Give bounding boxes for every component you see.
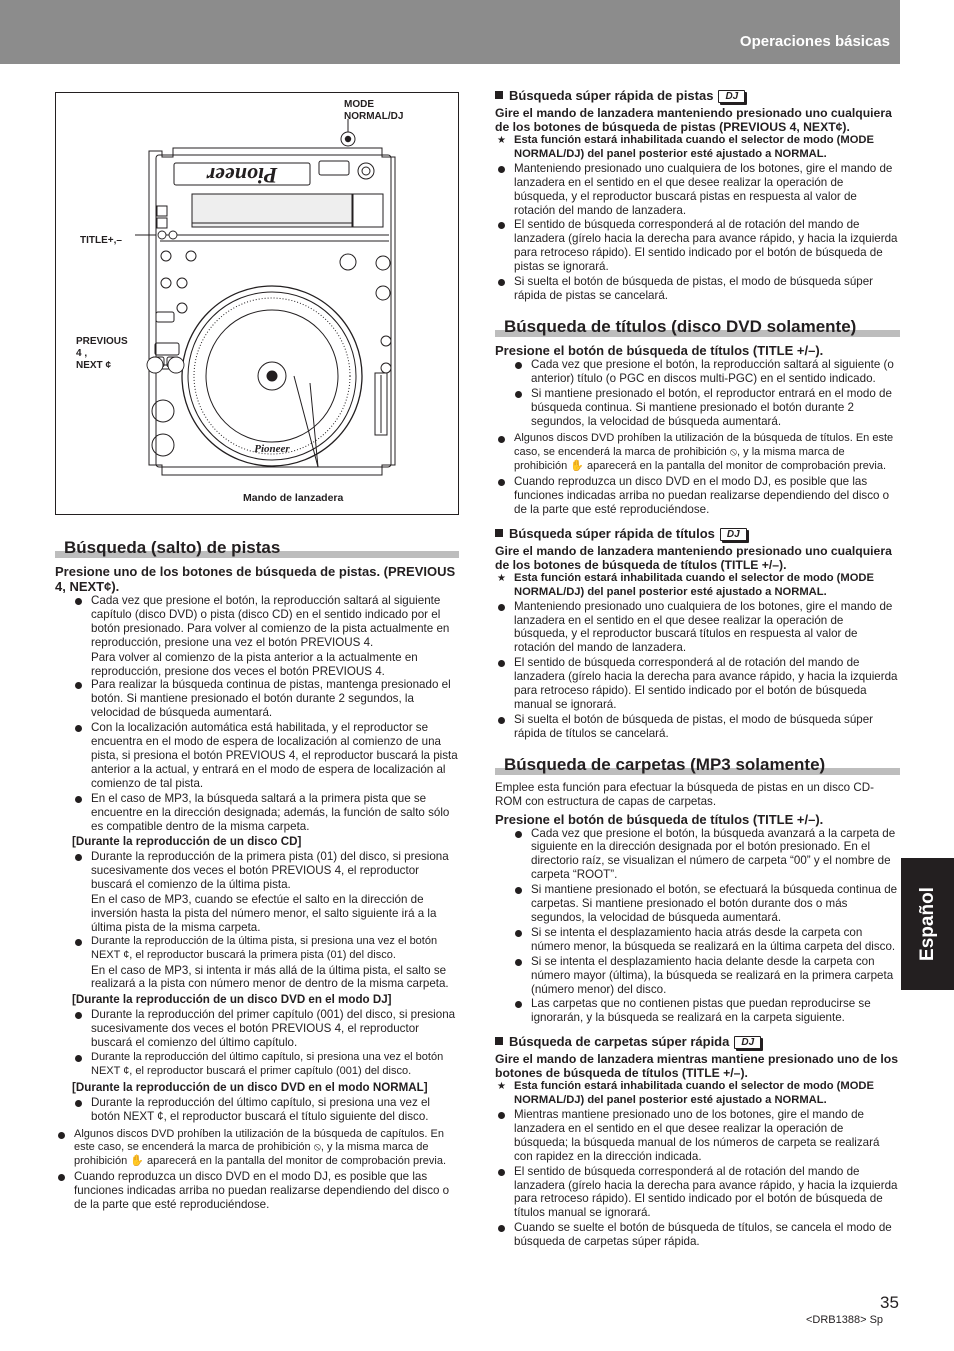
list-item: El sentido de búsqueda corresponderá al de rotación del mando de lanzadera (gírelo hacia la derecha para avance rápido, y hacia la izquierda para retroceso rápido). El sentido indicado por el botón de búsqueda de títulos manual se ignorará. <box>495 1165 900 1221</box>
list-item: Si suelta el botón de búsqueda de pistas, el modo de búsqueda súper rápida de títulos se cancelará. <box>495 713 900 741</box>
player-figure <box>55 92 459 515</box>
list-item: Durante la reproducción del primer capítulo (001) del disco, si presiona sucesivamente dos veces el botón PREVIOUS 4, el reproductor buscará el comienzo del último capítulo. <box>72 1008 459 1050</box>
document-code: <DRB1388> Sp <box>806 1314 884 1326</box>
list-item: Con la localización automática está habilitada, y el reproductor se encuentra en el modo de espera de localización al comienzo de una pista, si presiona el botón PREVIOUS 4, el reproductor buscará la pista anterior a la actual, y entrará en el modo de espera de localización al comienzo de tal pista. <box>72 721 459 791</box>
dvd-normal-heading: [Durante la reproducción de un disco DVD en el modo NORMAL] <box>72 1080 428 1094</box>
list-item-cont: Para volver al comienzo de la pista anterior a la actualmente en reproducción, presione dos veces el botón PREVIOUS 4. <box>91 650 418 678</box>
list-item: Cada vez que presione el botón, la reproducción saltará al siguiente (o anterior) título (o PGC en discos multi-PGC) en el sentido indicado. <box>512 358 900 386</box>
dvd-dj-heading: [Durante la reproducción de un disco DVD en el modo DJ] <box>72 993 392 1007</box>
label-title: TITLE+,– <box>80 235 122 246</box>
list-item: Algunos discos DVD prohíben la utilización de la búsqueda de capítulos. En este caso, se encenderá la marca de prohibición ⦸, y la misma marca de prohibición ✋ aparecerá en la pantalla del monitor de comprobación previa. <box>55 1128 459 1170</box>
label-previous-next: PREVIOUS 4 , NEXT ¢ <box>76 336 128 371</box>
right-column <box>495 88 900 1250</box>
svg-text:Pioneer: Pioneer <box>254 443 290 455</box>
super-track-lead: Gire el mando de lanzadera manteniendo presionado uno cualquiera de los botones de búsqueda de pistas (PREVIOUS 4, NEXT¢). <box>495 106 892 134</box>
list-item: Cuando se suelte el botón de búsqueda de títulos, se cancela el modo de búsqueda de carpetas súper rápida. <box>495 1221 900 1249</box>
list-item: Para realizar la búsqueda continua de pistas, mantenga presionado el botón. Si mantiene presionado el botón durante 2 segundos, la velocidad de búsqueda aumentará. <box>72 678 459 720</box>
language-tab-label: Español <box>916 887 938 961</box>
header-bar <box>0 0 900 64</box>
list-item-cont: En el caso de MP3, si intenta ir más allá de la última pista, el salto se realizará a la pista con número menor de dentro de la misma carpeta. <box>91 963 449 991</box>
title-search-subheading: Presione el botón de búsqueda de títulos (TITLE +/–). <box>495 342 824 358</box>
section-title: Operaciones básicas <box>739 33 890 50</box>
list-item: En el caso de MP3, la búsqueda saltará a la primera pista que se encuentre en la dirección designada; además, la función de salto sólo es compatible dentro de la misma carpeta. <box>72 792 459 834</box>
list-item: El sentido de búsqueda corresponderá al de rotación del mando de lanzadera (gírelo hacia la derecha para avance rápido, y hacia la izquierda para retroceso rápido). El sentido indicado por el botón de búsqueda manual se ignorará. <box>495 656 900 712</box>
dj-badge: DJ <box>718 90 745 103</box>
list-item-cont: En el caso de MP3, cuando se efectúe el salto en la dirección de inversión hasta la pista del número menor, el salto siguiente irá a la última pista de la misma carpeta. <box>91 893 437 934</box>
list-item: Durante la reproducción de la primera pista (01) del disco, si presiona sucesivamente dos veces el botón PREVIOUS 4, el reproductor buscará el comienzo de la última pista. <box>72 850 459 892</box>
list-item: Manteniendo presionado uno cualquiera de los botones, gire el mando de lanzadera en el sentido en el que desee realizar la operación de búsqueda, y el reproductor buscará pistas en respuesta al valor de rotación del mando de lanzadera. <box>495 162 900 218</box>
super-title-lead: Gire el mando de lanzadera manteniendo presionado uno cualquiera de los botones de búsqueda de títulos (TITLE +/–). <box>495 543 892 572</box>
list-item: Durante la reproducción del último capítulo, si presiona una vez el botón NEXT ¢, el reproductor buscará el título siguiente del disco. <box>72 1096 459 1124</box>
folder-search-intro: Emplee esta función para efectuar la búsqueda de pistas en un disco CD-ROM con estructura de capas de carpetas. <box>495 780 874 808</box>
list-item: Cuando reproduzca un disco DVD en el modo DJ, es posible que las funciones indicadas arriba no puedan realizarse dependiendo del disco o de la parte que esté reproduciéndose. <box>55 1170 459 1212</box>
svg-text:Pioneer: Pioneer <box>206 163 278 188</box>
list-item: Si se intenta el desplazamiento hacia atrás desde la carpeta con número menor, la búsqueda se realizará en la última carpeta del disco. <box>512 926 900 954</box>
dj-badge: DJ <box>720 528 747 541</box>
list-item: Mientras mantiene presionado uno de los botones, gire el mando de lanzadera en el sentido en el que desee realizar la operación de búsqueda; la búsqueda manual de los números de carpeta se realizará con rapidez en la dirección indicada. <box>495 1108 900 1164</box>
label-mode: MODE NORMAL/DJ <box>344 99 404 122</box>
super-folder-lead: Gire el mando de lanzadera mientras mantiene presionado uno de los botones de búsqueda de títulos (TITLE +/–). <box>495 1052 898 1081</box>
list-item: Cuando reproduzca un disco DVD en el modo DJ, es posible que las funciones indicadas arriba no puedan realizarse dependiendo del disco o de la parte que esté reproduciéndose. <box>495 475 900 517</box>
page-number: 35 <box>880 1293 899 1312</box>
track-search-heading: Búsqueda (salto) de pistas <box>55 538 459 558</box>
list-item: Cada vez que presione el botón, la reproducción saltará al siguiente capítulo (disco DVD) o pista (disco CD) en el sentido indicado por el botón presionado. Para volver al comienzo de la pista actualmente en reproducción, presione una vez el botón PREVIOUS 4. <box>72 594 459 650</box>
list-item: Durante la reproducción de la última pista, si presiona una vez el botón NEXT ¢, el reproductor buscará la primera pista (01) del disco. <box>72 935 459 963</box>
player-illustration <box>56 93 458 514</box>
list-item: El sentido de búsqueda corresponderá al de rotación del mando de lanzadera (gírelo hacia la derecha para avance rápido, y hacia la izquierda para retroceso rápido). El sentido indicado por el botón de búsqueda de pistas se ignorará. <box>495 218 900 274</box>
list-item: Durante la reproducción del último capítulo, si presiona una vez el botón NEXT ¢, el reproductor buscará el primer capítulo (001) del disco. <box>72 1051 459 1079</box>
language-tab <box>901 858 954 990</box>
list-item: Las carpetas que no contienen pistas que puedan reproducirse se ignorarán, y la búsqueda se realizará en la carpeta siguiente. <box>512 997 900 1025</box>
list-item: Si suelta el botón de búsqueda de pistas, el modo de búsqueda súper rápida de pistas se cancelará. <box>495 275 900 303</box>
track-search-subheading: Presione uno de los botones de búsqueda de pistas. (PREVIOUS 4, NEXT¢). <box>55 564 456 594</box>
super-folder-search-heading: Búsqueda de carpetas súper rápida DJ <box>495 1034 900 1049</box>
star-note: ★ Esta función estará inhabilitada cuando el selector de modo (MODE NORMAL/DJ) del panel posterior esté ajustado a NORMAL. <box>495 572 900 600</box>
list-item: Si mantiene presionado el botón, el reproductor entrará en el modo de búsqueda continua. Si mantiene presionado el botón durante 2 segundos, la velocidad de búsqueda aumentará. <box>512 387 900 429</box>
list-item: Si mantiene presionado el botón, se efectuará la búsqueda continua de carpetas. Si mantiene presionado el botón durante dos o más segundos, la velocidad de búsqueda aumentará. <box>512 883 900 925</box>
list-item: Cada vez que presione el botón, la búsqueda avanzará a la carpeta de siguiente en la dirección designada por el botón presionado. En el directorio raíz, se visualizan el número de carpeta “00” y el nombre de carpeta “ROOT”. <box>512 827 900 883</box>
star-note: ★ Esta función estará inhabilitada cuando el selector de modo (MODE NORMAL/DJ) del panel posterior esté ajustado a NORMAL. <box>495 134 900 162</box>
label-jog: Mando de lanzadera <box>243 492 344 504</box>
star-note: ★ Esta función estará inhabilitada cuando el selector de modo (MODE NORMAL/DJ) del panel posterior esté ajustado a NORMAL. <box>495 1080 900 1108</box>
list-item: Algunos discos DVD prohíben la utilización de la búsqueda de títulos. En este caso, se encenderá la marca de prohibición ⦸, y la misma marca de prohibición ✋ aparecerá en la pantalla del monitor de comprobación previa. <box>495 432 900 474</box>
left-column <box>55 526 459 1213</box>
title-search-heading: Búsqueda de títulos (disco DVD solamente) <box>495 317 900 337</box>
list-item: Si se intenta el desplazamiento hacia delante desde la carpeta con número mayor (última), la búsqueda se realizará en la primera carpeta (número menor) del disco. <box>512 955 900 997</box>
dj-badge: DJ <box>734 1036 761 1049</box>
super-title-search-heading: Búsqueda súper rápida de títulos DJ <box>495 526 900 541</box>
folder-search-subheading: Presione el botón de búsqueda de títulos (TITLE +/–). <box>495 811 824 827</box>
list-item: Manteniendo presionado uno cualquiera de los botones, gire el mando de lanzadera en el sentido en el que desee realizar la operación de búsqueda, y el reproductor buscará títulos en respuesta al valor de rotación del mando de lanzadera. <box>495 600 900 656</box>
folder-search-heading: Búsqueda de carpetas (MP3 solamente) <box>495 755 900 775</box>
super-track-search-heading: Búsqueda súper rápida de pistas DJ <box>495 88 900 103</box>
cd-heading: [Durante la reproducción de un disco CD] <box>72 835 302 849</box>
